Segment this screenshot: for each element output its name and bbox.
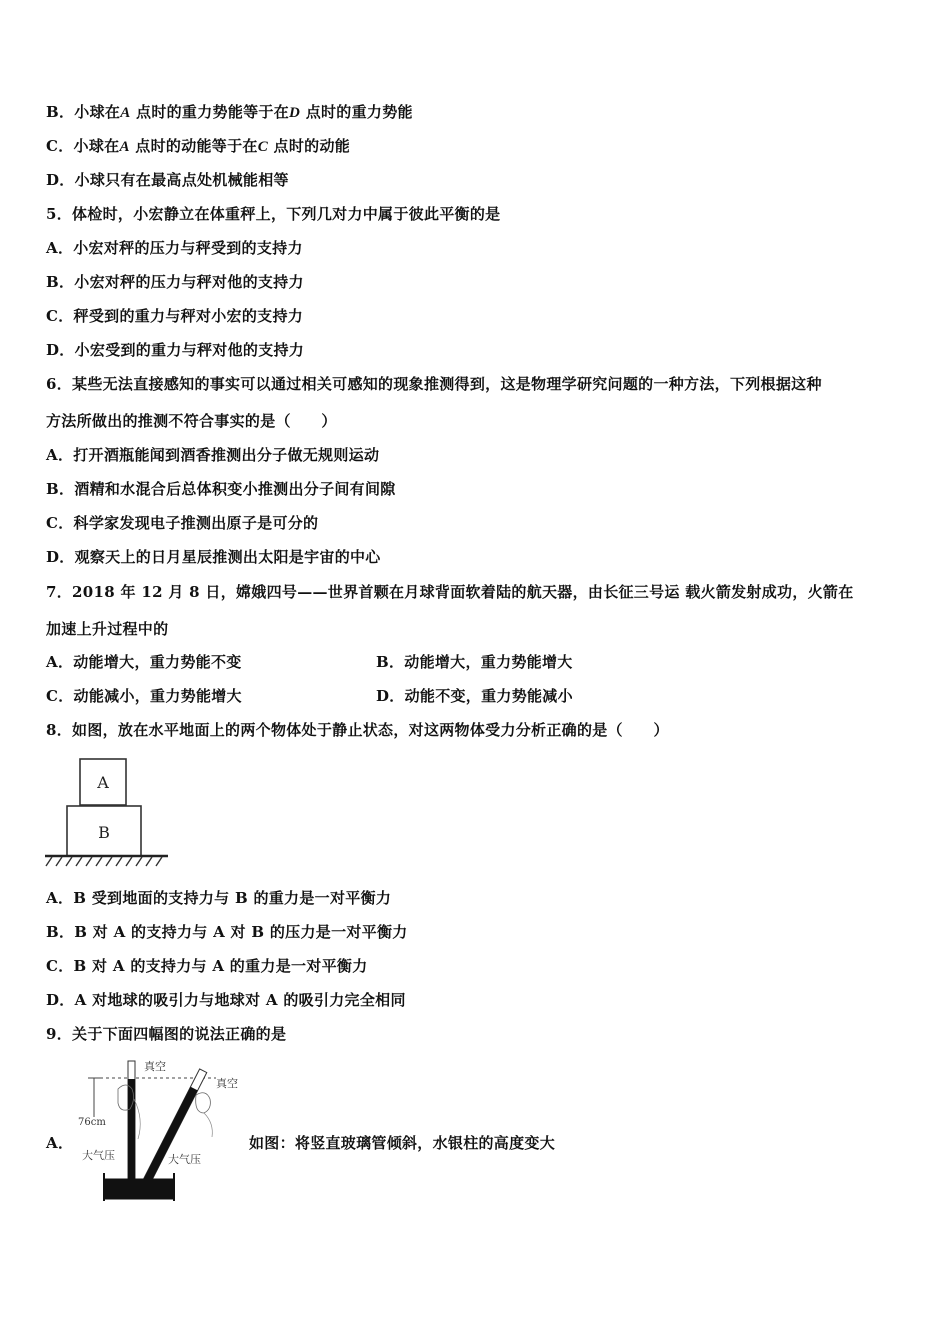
tilted-mercury-column [142, 1087, 198, 1187]
ground-hatching [46, 857, 162, 866]
stacked-blocks-figure [44, 758, 170, 870]
q6-option-b: B．酒精和水混合后总体积变小推测出分子间有间隙 [46, 480, 396, 498]
q5-option-b: B．小宏对秤的压力与秤对他的支持力 [46, 273, 304, 291]
vacuum-label-left: 真空 [144, 1060, 166, 1073]
q7-option-c: C．动能减小，重力势能增大 [46, 687, 242, 705]
q5-option-a: A．小宏对秤的压力与秤受到的支持力 [46, 239, 303, 257]
vacuum-label-right: 真空 [216, 1077, 238, 1090]
q7-stem-line1: 7．2018 年 12 月 8 日，嫦娥四号——世界首颗在月球背面软着陆的航天器，由长征三号运 载火箭发射成功，火箭在 [46, 583, 854, 601]
pressure-label-left: 大气压 [82, 1149, 115, 1162]
vertical-mercury-column [128, 1079, 135, 1179]
point-a-var: A [119, 139, 130, 155]
tilted-tube [142, 1069, 207, 1187]
q4-option-d: D．小球只有在最高点处机械能相等 [46, 171, 289, 189]
q8-option-b: B．B 对 A 的支持力与 A 对 B 的压力是一对平衡力 [46, 923, 408, 941]
q5-option-d: D．小宏受到的重力与秤对他的支持力 [46, 341, 305, 359]
q6-option-d: D．观察天上的日月星辰推测出太阳是宇宙的中心 [46, 548, 381, 566]
q5-stem: 5．体检时，小宏静立在体重秤上，下列几对力中属于彼此平衡的是 [46, 205, 501, 223]
q5-option-c: C．秤受到的重力与秤对小宏的支持力 [46, 307, 304, 325]
q8-option-a: A．B 受到地面的支持力与 B 的重力是一对平衡力 [46, 889, 392, 907]
q7-stem-line2: 加速上升过程中的 [46, 620, 169, 638]
mercury-basin [104, 1179, 174, 1199]
q4-option-c: C．小球在A 点时的动能等于在C 点时的动能 [46, 137, 351, 155]
q4-option-b: B．小球在A 点时的重力势能等于在D 点时的重力势能 [46, 103, 413, 121]
q9-option-a-text: 如图：将竖直玻璃管倾斜，水银柱的高度变大 [249, 1134, 556, 1152]
q8-option-d: D．A 对地球的吸引力与地球对 A 的吸引力完全相同 [46, 991, 406, 1009]
height-label: 76cm [78, 1117, 106, 1128]
q6-stem-line1: 6．某些无法直接感知的事实可以通过相关可感知的现象推测得到，这是物理学研究问题的一种方法，下列根据这种 [46, 375, 822, 393]
q8-option-c: C．B 对 A 的支持力与 A 的重力是一对平衡力 [46, 957, 368, 975]
q6-option-c: C．科学家发现电子推测出原子是可分的 [46, 514, 319, 532]
q7-option-d: D．动能不变，重力势能减小 [376, 687, 573, 705]
q7-option-b: B．动能增大，重力势能增大 [376, 653, 573, 671]
torricelli-figure [76, 1055, 246, 1205]
q7-option-a: A．动能增大，重力势能不变 [46, 653, 242, 671]
q9-stem: 9．关于下面四幅图的说法正确的是 [46, 1025, 287, 1043]
point-d-var: D [289, 105, 301, 121]
point-c-var: C [257, 139, 269, 155]
pressure-label-right: 大气压 [168, 1153, 201, 1166]
q6-stem-line2: 方法所做出的推测不符合事实的是（ ） [46, 412, 337, 430]
q8-stem: 8．如图，放在水平地面上的两个物体处于静止状态，对这两物体受力分析正确的是（ ） [46, 721, 669, 739]
q9-option-a-label: A． [46, 1134, 74, 1152]
q6-option-a: A．打开酒瓶能闻到酒香推测出分子做无规则运动 [46, 446, 380, 464]
block-a-label: A [97, 773, 109, 792]
point-a-var: A [120, 105, 131, 121]
block-b-label: B [98, 823, 110, 842]
right-hand-sketch [196, 1093, 211, 1113]
